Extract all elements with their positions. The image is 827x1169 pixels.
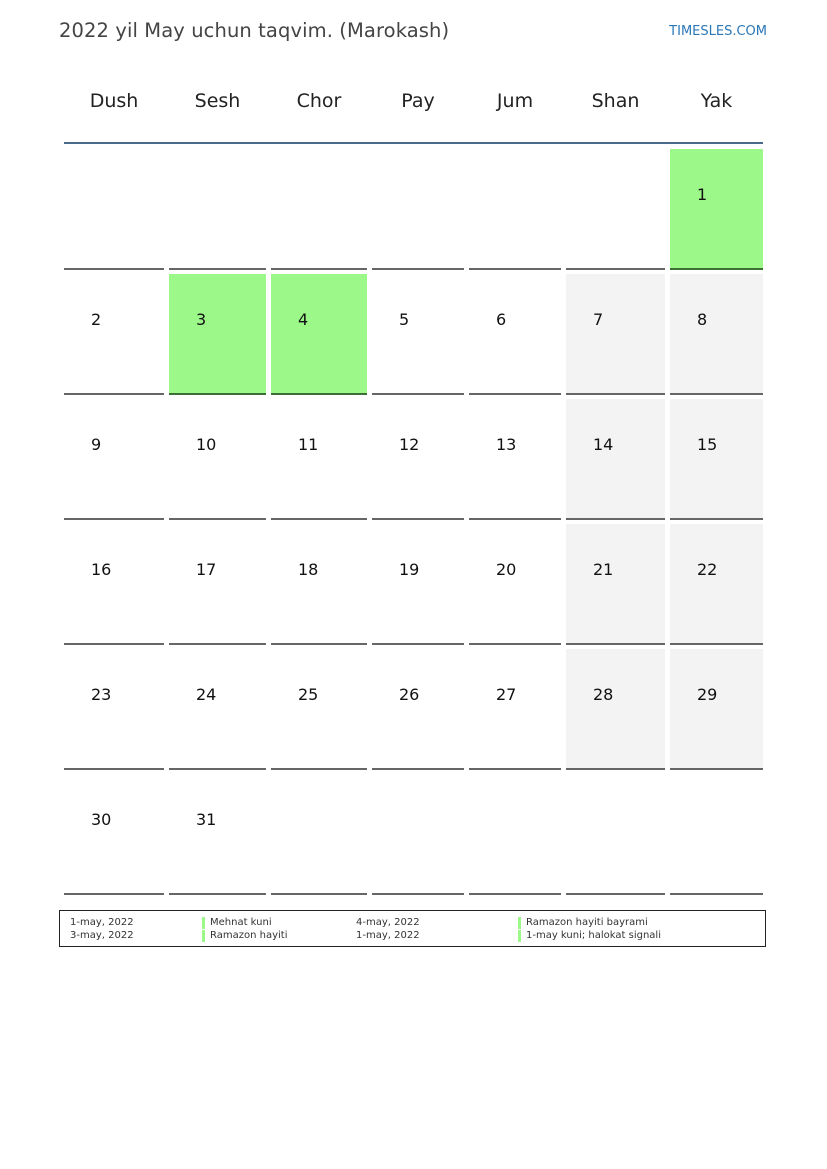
day-cell-20[interactable] xyxy=(469,524,561,645)
empty-cell xyxy=(372,149,464,270)
page-title: 2022 yil May uchun taqvim. (Marokash) xyxy=(59,19,450,42)
day-number: 18 xyxy=(298,560,319,579)
day-number: 13 xyxy=(496,435,517,454)
day-cell-10[interactable] xyxy=(169,399,266,520)
day-cell-27[interactable] xyxy=(469,649,561,770)
day-cell-9[interactable] xyxy=(64,399,164,520)
day-cell-13[interactable] xyxy=(469,399,561,520)
day-cell-15[interactable] xyxy=(670,399,763,520)
day-cell-2[interactable] xyxy=(64,274,164,395)
day-cell-16[interactable] xyxy=(64,524,164,645)
day-number: 7 xyxy=(593,310,604,329)
day-number: 1 xyxy=(697,185,708,204)
empty-cell xyxy=(271,774,367,895)
day-number: 10 xyxy=(196,435,217,454)
legend-holiday-name: Mehnat kuni xyxy=(210,917,272,928)
legend-date: 1-may, 2022 xyxy=(70,917,134,928)
day-number: 11 xyxy=(298,435,319,454)
day-number: 17 xyxy=(196,560,217,579)
day-cell-21[interactable] xyxy=(566,524,665,645)
day-number: 4 xyxy=(298,310,309,329)
day-number: 2 xyxy=(91,310,102,329)
day-number: 6 xyxy=(496,310,507,329)
day-cell-31[interactable] xyxy=(169,774,266,895)
day-number: 9 xyxy=(91,435,102,454)
day-number: 30 xyxy=(91,810,112,829)
day-cell-26[interactable] xyxy=(372,649,464,770)
day-cell-17[interactable] xyxy=(169,524,266,645)
day-cell-18[interactable] xyxy=(271,524,367,645)
day-cell-28[interactable] xyxy=(566,649,665,770)
day-number: 28 xyxy=(593,685,614,704)
day-cell-7[interactable] xyxy=(566,274,665,395)
legend-color-marker xyxy=(202,930,205,942)
legend-date: 3-may, 2022 xyxy=(70,930,134,941)
day-cell-25[interactable] xyxy=(271,649,367,770)
day-cell-3[interactable] xyxy=(169,274,266,395)
day-number: 29 xyxy=(697,685,718,704)
day-number: 5 xyxy=(399,310,410,329)
day-number: 20 xyxy=(496,560,517,579)
weekday-dush: Dush xyxy=(89,90,139,112)
day-cell-24[interactable] xyxy=(169,649,266,770)
legend-date: 4-may, 2022 xyxy=(356,917,420,928)
day-number: 25 xyxy=(298,685,319,704)
day-cell-11[interactable] xyxy=(271,399,367,520)
legend-holiday-name: 1-may kuni; halokat signali xyxy=(526,930,661,941)
day-cell-30[interactable] xyxy=(64,774,164,895)
empty-cell xyxy=(469,149,561,270)
legend-date: 1-may, 2022 xyxy=(356,930,420,941)
empty-cell xyxy=(169,149,266,270)
empty-cell xyxy=(566,149,665,270)
day-cell-6[interactable] xyxy=(469,274,561,395)
weekday-shan: Shan xyxy=(591,90,640,112)
day-cell-14[interactable] xyxy=(566,399,665,520)
day-number: 16 xyxy=(91,560,112,579)
day-number: 24 xyxy=(196,685,217,704)
empty-cell xyxy=(469,774,561,895)
weekday-chor: Chor xyxy=(296,90,342,112)
brand-link[interactable]: TIMESLES.COM xyxy=(669,24,767,39)
holiday-legend xyxy=(59,910,766,947)
empty-cell xyxy=(271,149,367,270)
legend-color-marker xyxy=(518,917,521,929)
empty-cell xyxy=(64,149,164,270)
legend-holiday-name: Ramazon hayiti bayrami xyxy=(526,917,648,928)
day-number: 12 xyxy=(399,435,420,454)
day-cell-12[interactable] xyxy=(372,399,464,520)
day-number: 19 xyxy=(399,560,420,579)
day-number: 21 xyxy=(593,560,614,579)
day-cell-19[interactable] xyxy=(372,524,464,645)
day-number: 23 xyxy=(91,685,112,704)
empty-cell xyxy=(372,774,464,895)
day-cell-29[interactable] xyxy=(670,649,763,770)
day-number: 15 xyxy=(697,435,718,454)
day-cell-4[interactable] xyxy=(271,274,367,395)
day-cell-22[interactable] xyxy=(670,524,763,645)
day-cell-23[interactable] xyxy=(64,649,164,770)
weekday-jum: Jum xyxy=(496,90,534,112)
day-cell-8[interactable] xyxy=(670,274,763,395)
legend-color-marker xyxy=(518,930,521,942)
day-number: 27 xyxy=(496,685,517,704)
header-rule xyxy=(64,142,763,144)
empty-cell xyxy=(566,774,665,895)
day-number: 31 xyxy=(196,810,217,829)
day-number: 3 xyxy=(196,310,207,329)
day-number: 14 xyxy=(593,435,614,454)
empty-cell xyxy=(670,774,763,895)
weekday-pay: Pay xyxy=(401,90,435,112)
legend-holiday-name: Ramazon hayiti xyxy=(210,930,288,941)
day-number: 22 xyxy=(697,560,718,579)
day-cell-5[interactable] xyxy=(372,274,464,395)
weekday-yak: Yak xyxy=(700,90,733,112)
day-cell-1[interactable] xyxy=(670,149,763,270)
weekday-sesh: Sesh xyxy=(194,90,241,112)
day-number: 8 xyxy=(697,310,708,329)
day-number: 26 xyxy=(399,685,420,704)
legend-color-marker xyxy=(202,917,205,929)
